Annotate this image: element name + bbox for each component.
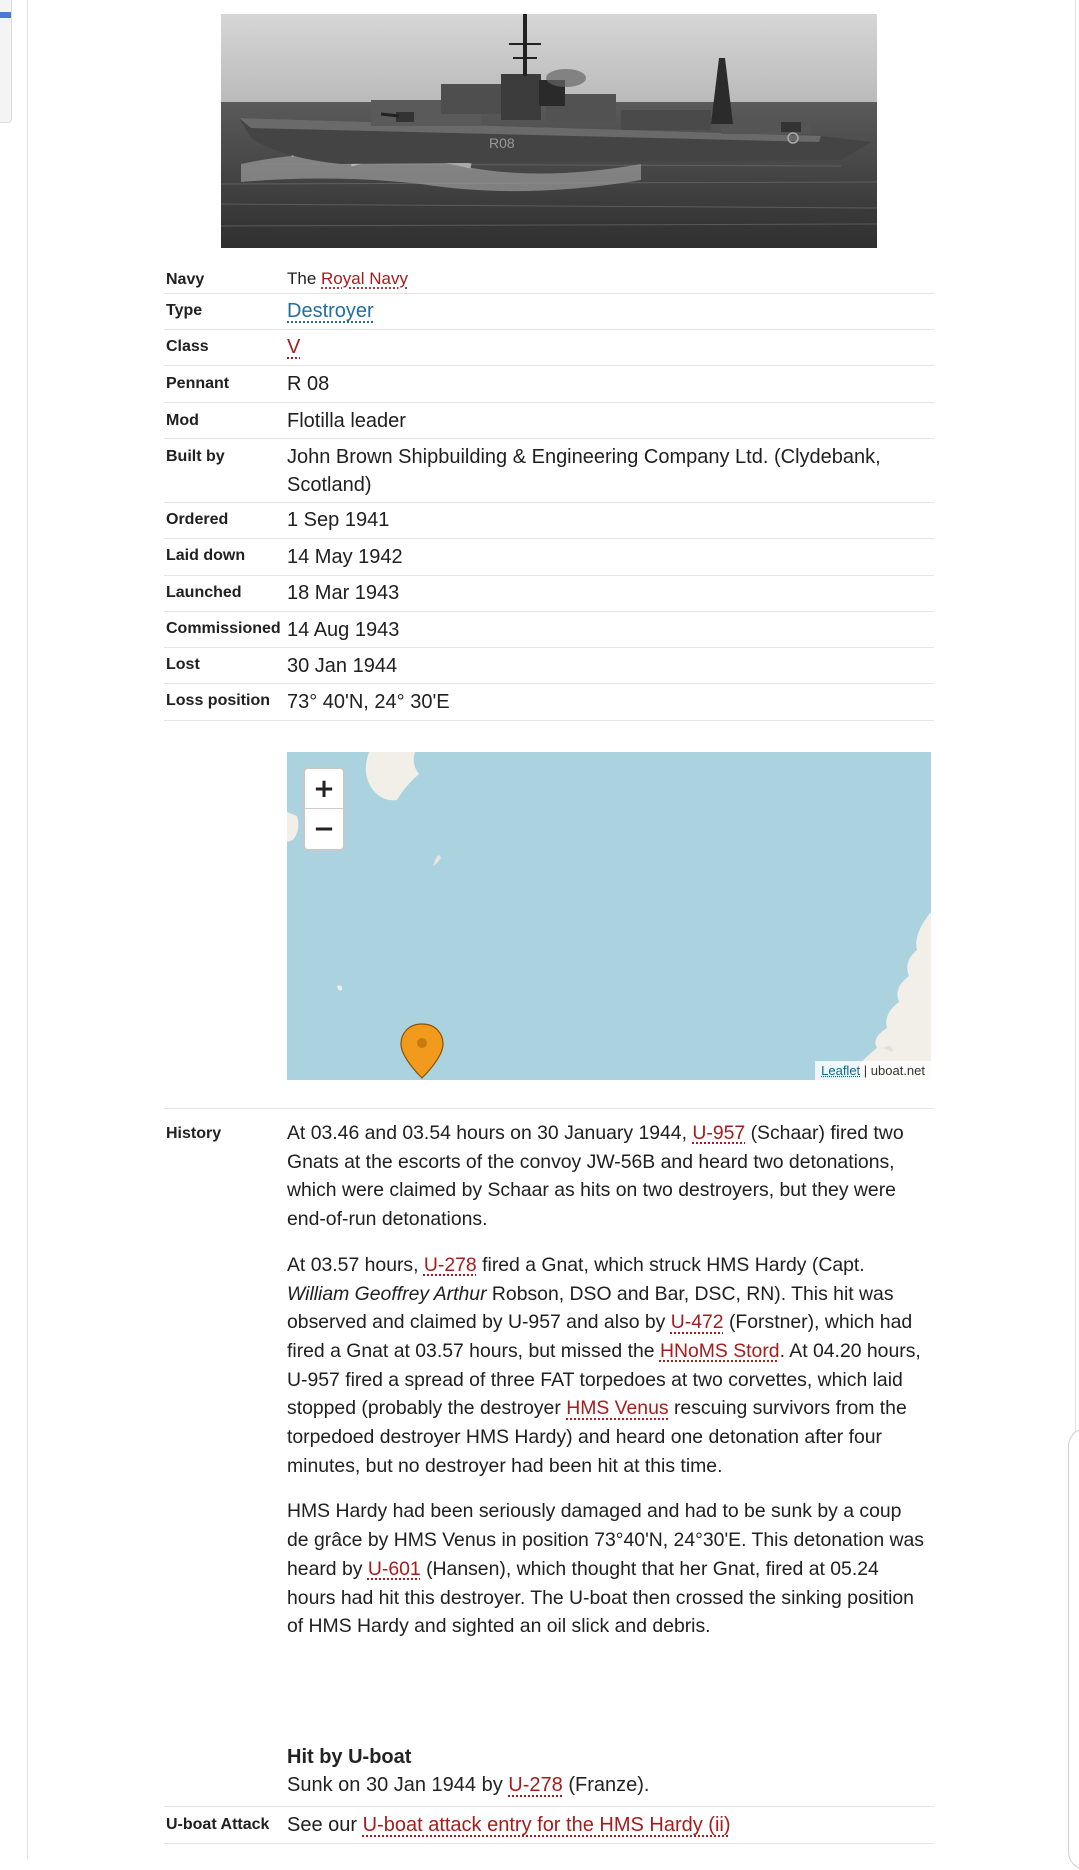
hit-text-suffix: (Franze). <box>562 1774 650 1796</box>
type-label: Type <box>166 302 203 319</box>
u-601-link[interactable]: U-601 <box>367 1557 421 1580</box>
type-value <box>287 297 927 325</box>
history-p2-italic: William Geoffrey Arthur <box>287 1282 487 1305</box>
pennant-label: Pennant <box>166 375 230 392</box>
navy-value <box>287 264 927 293</box>
history-p1-text: At 03.46 and 03.54 hours on 30 January 1944, <box>287 1122 693 1144</box>
built-by-label: Built by <box>166 448 225 465</box>
history-p3-text: (Hansen), which thought that her Gnat, fired at 05.24 hours had hit this destroyer. The U-boat then crossed the sinking position of HMS Hardy and sighted an oil slick and debris. <box>287 1557 914 1638</box>
svg-text:R08: R08 <box>489 135 515 151</box>
history-paragraph-3 <box>287 1497 927 1641</box>
history-p2-text: fired a Gnat, which struck HMS Hardy (Capt. <box>476 1253 865 1276</box>
map-tiles <box>287 752 931 1080</box>
history-p2-text: At 03.57 hours, <box>287 1253 424 1276</box>
loss-position-value: 73° 40'N, 24° 30'E <box>287 691 450 713</box>
mod-value: Flotilla leader <box>287 410 406 432</box>
u-957-link[interactable]: U-957 <box>692 1122 746 1144</box>
history-p3-text: HMS Hardy had been seriously damaged and had to be sunk by a coup de grâce by HMS Venus in position 73°40'N, 24°30'E. This detonation was heard by <box>287 1500 924 1580</box>
zoom-in-button[interactable]: + <box>305 769 343 809</box>
info-row-lost <box>164 647 934 684</box>
mod-label: Mod <box>166 412 199 429</box>
class-label: Class <box>166 338 209 355</box>
uboat-attack-value <box>287 1811 927 1839</box>
hnoms-stord-link[interactable]: HNoMS Stord <box>659 1339 780 1362</box>
ordered-label: Ordered <box>166 511 229 528</box>
laid-down-value: 14 May 1942 <box>287 546 403 568</box>
uboat-attack-label: U-boat Attack <box>166 1816 270 1833</box>
map-attribution <box>815 1061 931 1080</box>
info-row-pennant <box>164 365 934 403</box>
history-p2-text: (Forstner), which had fired a Gnat at 03.57 hours, but missed the <box>287 1311 913 1362</box>
history-label: History <box>166 1125 222 1142</box>
navy-prefix: The <box>287 269 322 288</box>
navy-label: Navy <box>166 271 205 288</box>
commissioned-label: Commissioned <box>166 620 281 637</box>
info-row-launched <box>164 575 934 612</box>
class-value <box>287 333 927 361</box>
launched-value: 18 Mar 1943 <box>287 582 400 604</box>
hit-text-prefix: Sunk on 30 Jan 1944 by <box>287 1774 509 1796</box>
attribution-separator: | <box>860 1063 871 1078</box>
lost-label: Lost <box>166 656 200 673</box>
zoom-out-button[interactable]: − <box>313 814 335 844</box>
history-p2-text: . At 04.20 hours, U-957 fired a spread of three FAT torpedoes at two corvettes, which laid stopped (probably the destroyer <box>287 1339 921 1420</box>
location-marker-icon[interactable] <box>401 1024 443 1078</box>
left-panel-edge <box>27 0 28 1859</box>
uboat-attack-prefix: See our <box>287 1814 363 1836</box>
loss-position-map[interactable] <box>287 752 931 1080</box>
history-p2-text: rescuing survivors from the torpedoed destroyer HMS Hardy) and heard one detonation after four minutes, but no destroyer had been hit at this time. <box>287 1397 907 1477</box>
history-p2-text: Robson, DSO and Bar, DSC, RN). This hit was observed and claimed by U-957 and also by <box>287 1282 894 1334</box>
side-drawer-accent <box>0 12 11 18</box>
info-row-laid-down <box>164 538 934 576</box>
info-row-mod <box>164 402 934 439</box>
hit-by-uboat-heading: Hit by U-boat <box>287 1746 412 1768</box>
class-v-link[interactable]: V <box>287 336 301 358</box>
history-row <box>164 1108 934 1638</box>
commissioned-value: 14 Aug 1943 <box>287 619 400 641</box>
history-paragraph-2 <box>287 1251 927 1481</box>
info-row-uboat-attack <box>164 1806 934 1844</box>
ordered-value: 1 Sep 1941 <box>287 509 390 531</box>
info-row-ordered <box>164 502 934 539</box>
hit-u-278-link[interactable]: U-278 <box>508 1774 563 1796</box>
leaflet-link[interactable]: Leaflet <box>821 1063 861 1078</box>
loss-position-label: Loss position <box>166 692 270 709</box>
destroyer-link[interactable]: Destroyer <box>287 300 374 322</box>
info-row-loss-position <box>164 683 934 721</box>
info-row-commissioned <box>164 611 934 648</box>
scroll-handle[interactable] <box>1068 1428 1079 1870</box>
lost-value: 30 Jan 1944 <box>287 655 398 677</box>
attribution-source: uboat.net <box>870 1063 925 1078</box>
u-472-link[interactable]: U-472 <box>670 1311 724 1334</box>
history-p1-text: (Schaar) fired two Gnats at the escorts of the convoy JW-56B and heard two detonations, which were claimed by Schaar as hits on two destroyers, but they were end-of-run detonations. <box>287 1122 904 1231</box>
hit-by-uboat-text <box>287 1774 649 1797</box>
laid-down-label: Laid down <box>166 547 246 564</box>
history-paragraph-1 <box>287 1119 927 1234</box>
royal-navy-link[interactable]: Royal Navy <box>321 269 408 288</box>
ship-photo <box>221 14 877 248</box>
pennant-value: R 08 <box>287 373 330 395</box>
info-row-built-by <box>164 438 934 503</box>
uboat-attack-entry-link[interactable]: U-boat attack entry for the HMS Hardy (ii) <box>362 1814 731 1836</box>
info-row-navy <box>164 262 934 294</box>
ship-photo-drawing <box>221 14 877 248</box>
history-text <box>287 1119 927 1658</box>
info-row-class <box>164 329 934 366</box>
map-zoom-control <box>303 767 345 851</box>
u-278-link[interactable]: U-278 <box>423 1253 477 1276</box>
hms-venus-link[interactable]: HMS Venus <box>566 1397 669 1420</box>
info-row-type <box>164 293 934 330</box>
launched-label: Launched <box>166 584 242 601</box>
side-drawer-tab[interactable] <box>0 0 12 123</box>
built-by-value: John Brown Shipbuilding & Engineering Company Ltd. (Clydebank, Scotland) <box>287 446 881 496</box>
